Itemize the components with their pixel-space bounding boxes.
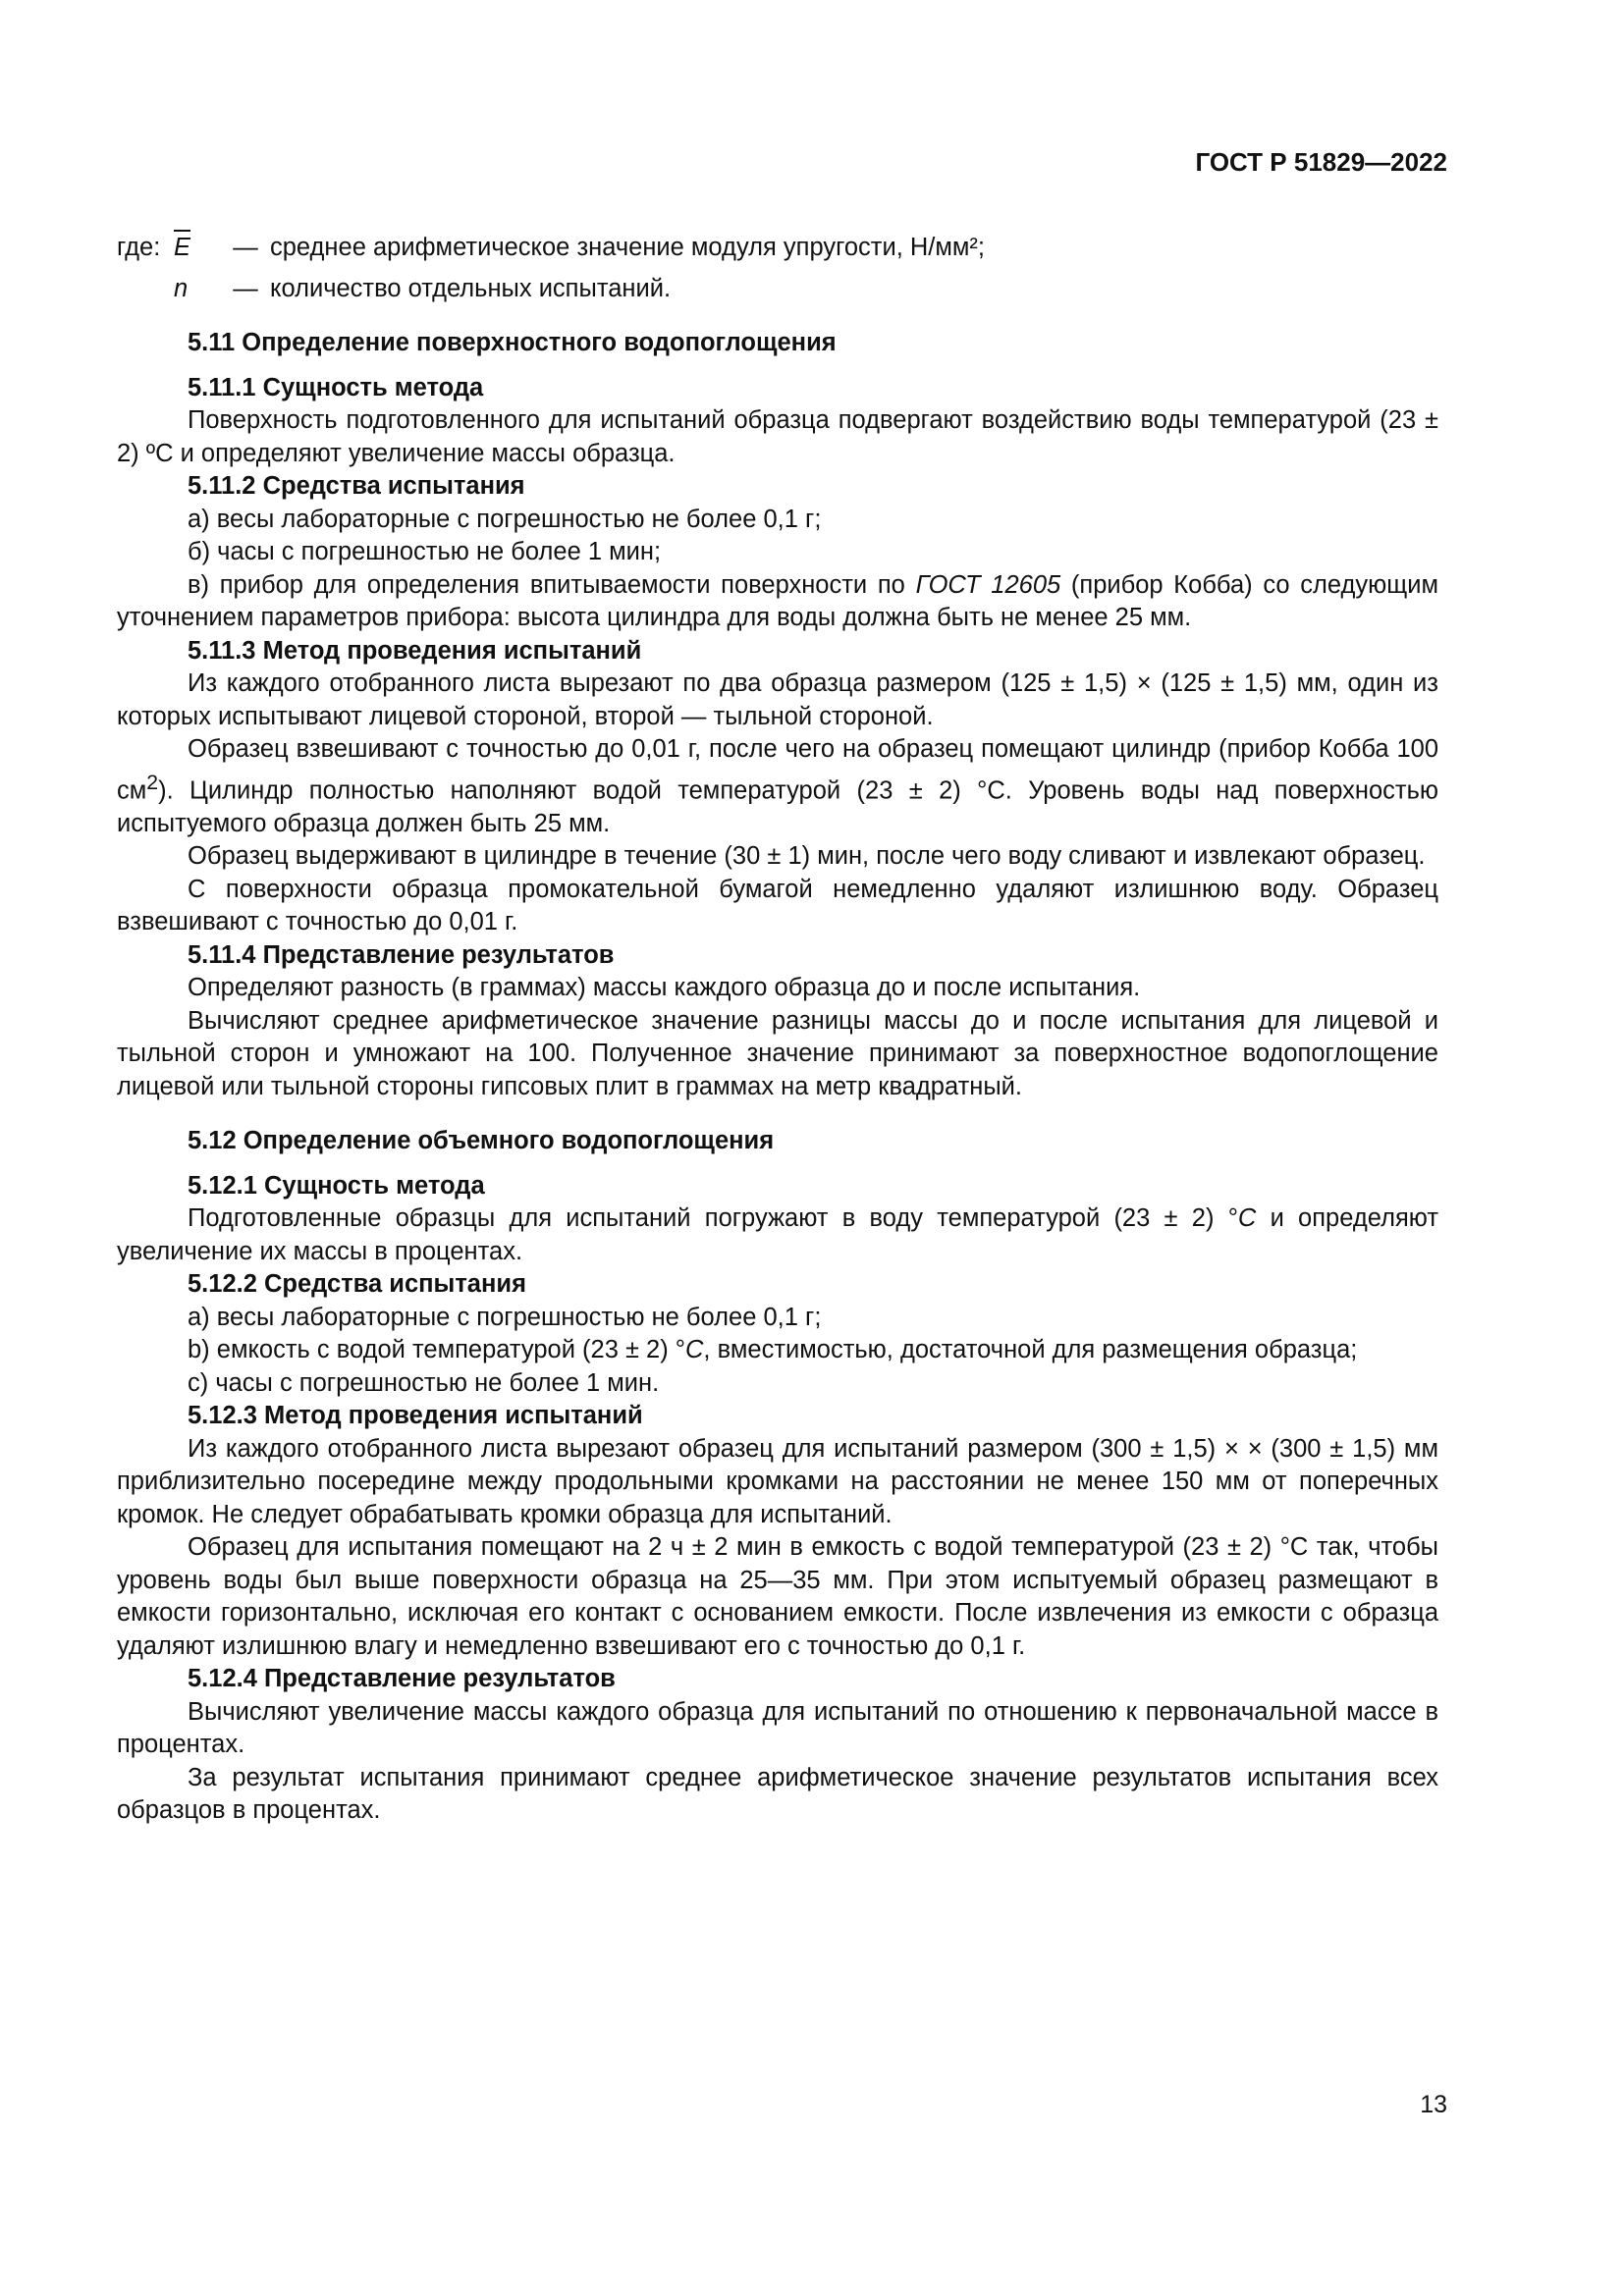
where-line-e (117, 232, 1438, 265)
list-item: б) часы с погрешностью не более 1 мин; (188, 538, 662, 565)
list-item: c) часы с погрешностью не более 1 мин. (188, 1368, 660, 1397)
standard-reference: ГОСТ 12605 (915, 570, 1061, 599)
where-label: где: (117, 234, 161, 261)
where-line-n (117, 273, 1438, 306)
symbol-n: n (174, 274, 189, 302)
paragraph: За результат испытания принимают среднее арифметическое значение результатов испытания всех образцов в процентах. (117, 1763, 1438, 1824)
paragraph: Определяют разность (в граммах) массы каждого образца до и после испытания. (188, 974, 1141, 1001)
where-text-e: среднее арифметическое значение модуля упругости, Н/мм²; (270, 234, 986, 261)
paragraph: Образец взвешивают с точностью до 0,01 г, после чего на образец помещают цилиндр (прибор Кобба 100 $см^2$). Цилиндр полностью наполняют водой температурой (23 ± 2) °С. Уровень воды над поверхностью испытуемого образца должен быть 25 мм. (117, 735, 1438, 837)
list-item: в) прибор для определения впитываемости поверхности по ГОСТ 12605 (прибор Кобба) со следующим уточнением параметров прибора: высота цилиндра для воды должна быть не менее 25 мм. (117, 570, 1439, 631)
subsection-title-5-12-1: 5.12.1 Сущность метода (188, 1171, 485, 1200)
paragraph: Образец выдерживают в цилиндре в течение (30 ± 1) мин, после чего воду сливают и извлекают образец. (188, 842, 1426, 870)
paragraph: Вычисляют увеличение массы каждого образца для испытаний по отношению к первоначальной массе в процентах. (117, 1697, 1438, 1758)
list-item: а) весы лабораторные с погрешностью не более 0,1 г; (188, 505, 822, 533)
subsection-title-5-11-3: 5.11.3 Метод проведения испытаний (188, 636, 642, 665)
subsection-title-5-11-2: 5.11.2 Средства испытания (188, 472, 525, 500)
where-dash: — (233, 274, 258, 302)
list-item: а) весы лабораторные с погрешностью не более 0,1 г; (188, 1303, 822, 1331)
subsection-title-5-12-4: 5.12.4 Представление результатов (188, 1665, 616, 1692)
document-body (117, 232, 1438, 1828)
subsection-title-5-11-1: 5.11.1 Сущность метода (188, 373, 484, 401)
where-dash: — (233, 234, 258, 261)
symbol-e-mean: E (174, 232, 190, 265)
paragraph: Подготовленные образцы для испытаний погружают в воду температурой (23 ± 2) °С и определяют увеличение их массы в процентах. (117, 1204, 1438, 1265)
document-id: ГОСТ Р 51829—2022 (1195, 147, 1447, 177)
subsection-title-5-11-4: 5.11.4 Представление результатов (188, 940, 615, 969)
subsection-title-5-12-3: 5.12.3 Метод проведения испытаний (188, 1402, 643, 1429)
paragraph: Из каждого отобранного листа вырезают образец для испытаний размером (300 ± 1,5) × × (300 ± 1,5) мм приблизительно посередине между продольными кромками на расстоянии не менее 150 мм от поперечных кромок. Не следует обрабатывать кромки образца для испытаний. (117, 1434, 1438, 1528)
paragraph: Вычисляют среднее арифметическое значение разницы массы до и после испытания для лицевой и тыльной сторон и умножают на 100. Полученное значение принимают за поверхностное водопоглощение лицевой или тыльной стороны гипсовых плит в граммах на метр квадратный. (117, 1006, 1438, 1100)
paragraph: Поверхность подготовленного для испытаний образца подвергают воздействию воды температурой (23 ± 2) ºС и определяют увеличение массы образца. (117, 406, 1438, 467)
paragraph: С поверхности образца промокательной бумагой немедленно удаляют излишнюю воду. Образец взвешивают с точностью до 0,01 г. (117, 875, 1438, 935)
section-title-5-11: 5.11 Определение поверхностного водопоглощения (188, 329, 837, 356)
paragraph: Образец для испытания помещают на 2 ч ± 2 мин в емкость с водой температурой (23 ± 2) °С так, чтобы уровень воды был выше поверхности образца на 25—35 мм. При этом испытуемый образец размещают в емкости горизонтально, исключая его контакт с основанием емкости. После извлечения из емкости с образца удаляют излишнюю влагу и немедленно взвешивают его с точностью до 0,1 г. (117, 1533, 1438, 1660)
where-text-n: количество отдельных испытаний. (270, 274, 672, 302)
page-number: 13 (1420, 2091, 1447, 2118)
list-item: b) емкость с водой температурой (23 ± 2) °С, вместимостью, достаточной для размещения образца; (188, 1336, 1358, 1363)
paragraph: Из каждого отобранного листа вырезают по два образца размером (125 ± 1,5) × (125 ± 1,5) мм, один из которых испытывают лицевой стороной, второй — тыльной стороной. (117, 669, 1438, 730)
subsection-title-5-12-2: 5.12.2 Средства испытания (188, 1270, 526, 1298)
section-title-5-12: 5.12 Определение объемного водопоглощения (188, 1127, 775, 1154)
